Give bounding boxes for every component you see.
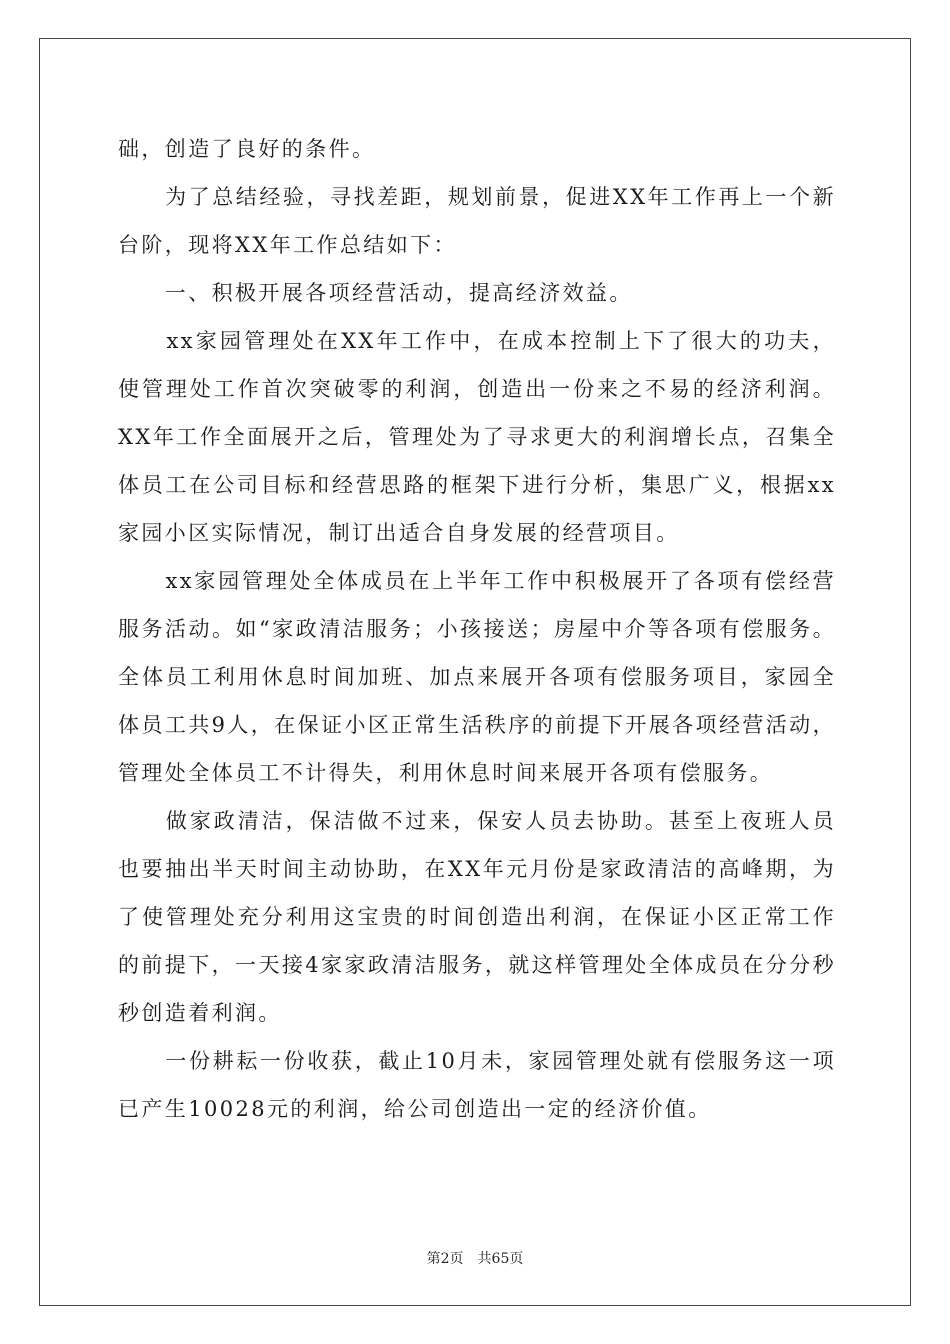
paragraph: 为了总结经验，寻找差距，规划前景，促进XX年工作再上一个新台阶，现将XX年工作总结如下：	[118, 185, 836, 257]
page-number-footer: 第2页 共65页	[426, 1251, 524, 1267]
paragraph: xx家园管理处在XX年工作中，在成本控制上下了很大的功夫，使管理处工作首次突破零的利润，创造出一份来之不易的经济利润。XX年工作全面展开之后，管理处为了寻求更大的利润增长点，召集全体员工在公司目标和经营思路的框架下进行分析，集思广义，根据xx家园小区实际情况，制订出适合自身发展的经营项目。	[118, 329, 836, 545]
paragraph: xx家园管理处全体成员在上半年工作中积极展开了各项有偿经营服务活动。如“家政清洁服务；小孩接送；房屋中介等各项有偿服务。全体员工利用休息时间加班、加点来展开各项有偿服务项目，家园全体员工共9人，在保证小区正常生活秩序的前提下开展各项经营活动，管理处全体员工不计得失，利用休息时间来展开各项有偿服务。	[118, 569, 836, 785]
paragraph: 础，创造了良好的条件。	[118, 137, 376, 161]
paragraph-heading: 一、积极开展各项经营活动，提高经济效益。	[118, 281, 633, 305]
paragraph: 做家政清洁，保洁做不过来，保安人员去协助。甚至上夜班人员也要抽出半天时间主动协助，在XX年元月份是家政清洁的高峰期，为了使管理处充分利用这宝贵的时间创造出利润，在保证小区正常工作的前提下，一天接4家家政清洁服务，就这样管理处全体成员在分分秒秒创造着利润。	[118, 809, 836, 1025]
document-body	[118, 125, 836, 1133]
paragraph: 一份耕耘一份收获，截止10月未，家园管理处就有偿服务这一项已产生10028元的利润，给公司创造出一定的经济价值。	[118, 1049, 836, 1121]
